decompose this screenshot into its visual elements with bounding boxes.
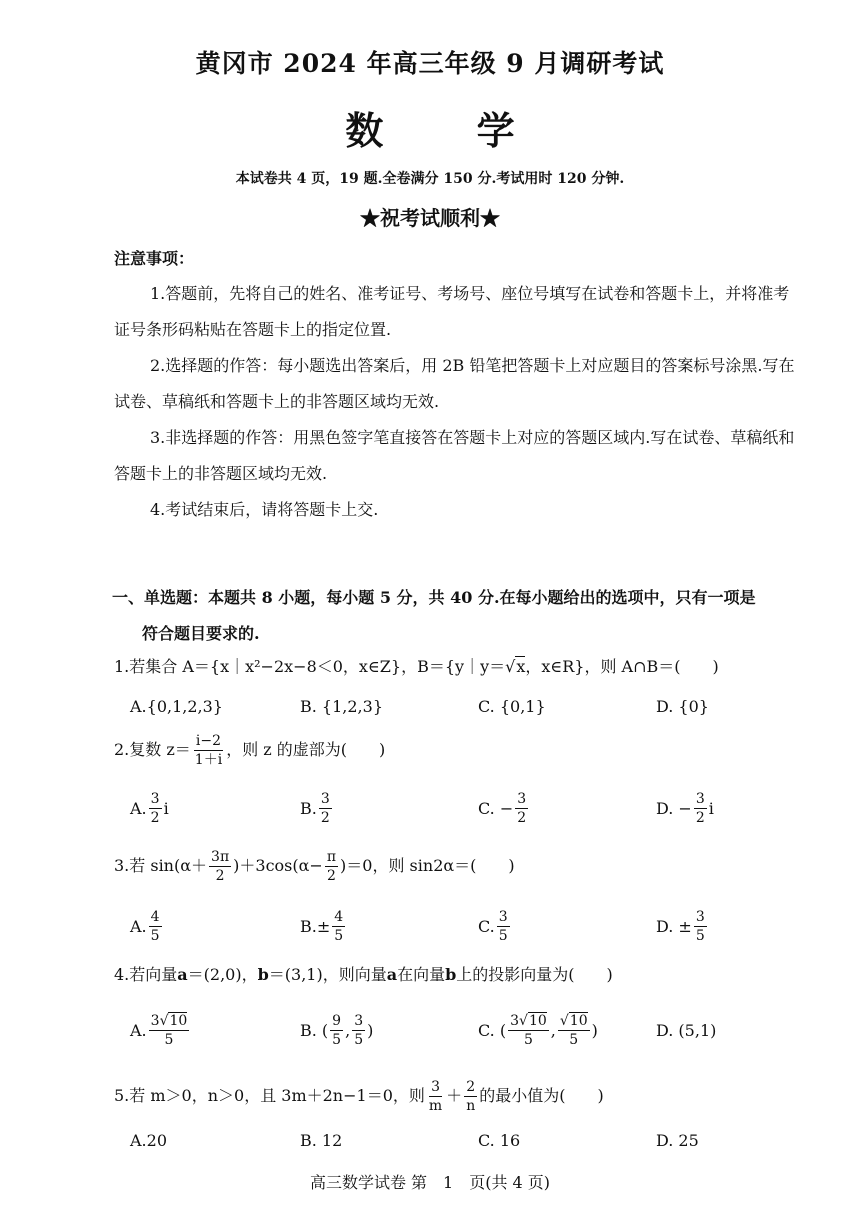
option-b: B. {1,2,3} xyxy=(300,696,383,716)
option-a: A. $\frac{3}{2}$ i xyxy=(130,790,169,826)
fraction: $\frac{3\pi}{2}$ xyxy=(211,849,230,884)
fraction: $\frac{3}{5}$ xyxy=(695,908,705,944)
section-1-heading: 一、单选题：本题共 8 小题，每小题 5 分，共 40 分.在每小题给出的选项中，只有一项是 符合题目要求的. xyxy=(112,588,756,643)
fraction: $\frac{4}{5}$ xyxy=(334,908,344,944)
sqrt-expression: √10 xyxy=(559,1012,588,1029)
notice-item-2: 2.选择题的作答：每小题选出答案后，用 2B 铅笔把答题卡上对应题目的答案标号涂黑.写在试卷、草稿纸和答题卡上的非答题区域均无效. xyxy=(114,356,795,411)
question-3-options xyxy=(130,906,770,946)
fraction: $\frac{i-2}{1+i}$ xyxy=(194,733,223,768)
option-c: C. $\frac{3}{5}$ xyxy=(478,908,508,944)
vector-b: b xyxy=(445,965,457,984)
question-1-options xyxy=(130,686,770,726)
vector-a: a xyxy=(386,965,398,984)
fraction: $\frac{\pi}{2}$ xyxy=(326,849,337,884)
option-b: B. 12 xyxy=(300,1130,343,1150)
option-a: A.{0,1,2,3} xyxy=(130,696,223,716)
fraction: $\frac{√10}{5}$ xyxy=(559,1012,588,1048)
notice-item-1: 1.答题前，先将自己的姓名、准考证号、考场号、座位号填写在试卷和答题卡上，并将准考证号条形码粘贴在答题卡上的指定位置. xyxy=(114,284,790,339)
fraction: $\frac{3√10}{5}$ xyxy=(510,1012,547,1048)
fraction: $\frac{3}{2}$ xyxy=(695,790,705,826)
option-b: B. $\frac{3}{2}$ xyxy=(300,790,330,826)
vector-a: a xyxy=(177,965,188,984)
option-c: C. {0,1} xyxy=(478,696,546,716)
option-b: B.± $\frac{4}{5}$ xyxy=(300,908,344,944)
notice-item-4: 4.考试结束后，请将答题卡上交. xyxy=(150,500,379,519)
option-a: A. $\frac{3√10}{5}$ xyxy=(130,1012,188,1048)
sqrt-expression: √x xyxy=(505,657,526,676)
exam-title: 黄冈市 2024 年高三年级 9 月调研考试 xyxy=(195,49,665,78)
option-d: D. ± $\frac{3}{5}$ xyxy=(656,908,705,944)
question-5-options xyxy=(130,1120,770,1160)
fraction: $\frac{2}{n}$ xyxy=(466,1079,476,1114)
question-4: 4.若向量a＝(2,0)，b＝(3,1)，则向量a在向量b上的投影向量为( ) xyxy=(114,965,613,984)
question-5: 5.若 m＞0，n＞0，且 3m＋2n−1＝0，则 $\frac{3}{m}$ ＋ $\frac{2}{n}$ 的最小值为( ) xyxy=(114,1079,604,1114)
option-a: A.20 xyxy=(130,1130,167,1150)
option-d: D. − $\frac{3}{2}$ i xyxy=(656,790,714,826)
option-b: B. ( $\frac{9}{5}$ , $\frac{3}{5}$ ) xyxy=(300,1012,374,1048)
sqrt-expression: √10 xyxy=(159,1012,188,1029)
good-luck-banner: ★祝考试顺利★ xyxy=(360,206,500,230)
notice-heading: 注意事项： xyxy=(114,249,195,268)
fraction: $\frac{3}{2}$ xyxy=(517,790,527,826)
option-d: D. (5,1) xyxy=(656,1020,717,1040)
fraction: $\frac{4}{5}$ xyxy=(150,908,160,944)
fraction: $\frac{3}{5}$ xyxy=(498,908,508,944)
fraction: $\frac{3}{2}$ xyxy=(150,790,160,826)
exam-info: 本试卷共 4 页，19 题.全卷满分 150 分.考试用时 120 分钟. xyxy=(235,171,625,187)
question-4-options xyxy=(130,1010,770,1050)
notice-item-3: 3.非选择题的作答：用黑色签字笔直接答在答题卡上对应的答题区域内.写在试卷、草稿纸和答题卡上的非答题区域均无效. xyxy=(114,428,795,483)
option-a: A. $\frac{4}{5}$ xyxy=(130,908,160,944)
fraction: $\frac{3}{2}$ xyxy=(320,790,330,826)
option-c: C. 16 xyxy=(478,1130,521,1150)
fraction: $\frac{3}{m}$ xyxy=(428,1079,443,1114)
option-c: C. ( $\frac{3√10}{5}$ , $\frac{√10}{5}$ ) xyxy=(478,1012,598,1048)
option-d: D. 25 xyxy=(656,1130,699,1150)
vector-b: b xyxy=(257,965,269,984)
fraction: $\frac{9}{5}$ xyxy=(332,1012,342,1048)
option-c: C. − $\frac{3}{2}$ xyxy=(478,790,527,826)
fraction: $\frac{3√10}{5}$ xyxy=(150,1012,188,1048)
sqrt-expression: √10 xyxy=(519,1012,547,1029)
fraction: $\frac{3}{5}$ xyxy=(354,1012,364,1048)
page-footer: 高三数学试卷 第 1 页(共 4 页) xyxy=(309,1173,551,1192)
option-d: D. {0} xyxy=(656,696,709,716)
subject-title: 数 学 xyxy=(345,108,555,153)
question-2-options xyxy=(130,788,770,828)
question-1: 1.若集合 A＝{x｜x²−2x−8＜0，x∈Z}，B＝{y｜y＝√x，x∈R}，则 A∩B＝( ) xyxy=(114,657,719,676)
question-2: 2.复数 z＝ $\frac{i-2}{1+i}$ ，则 z 的虚部为( ) xyxy=(114,733,386,768)
question-3: 3.若 sin(α＋ $\frac{3\pi}{2}$ )＋3cos(α− $\frac{\pi}{2}$ )＝0，则 sin2α＝( ) xyxy=(114,849,515,884)
